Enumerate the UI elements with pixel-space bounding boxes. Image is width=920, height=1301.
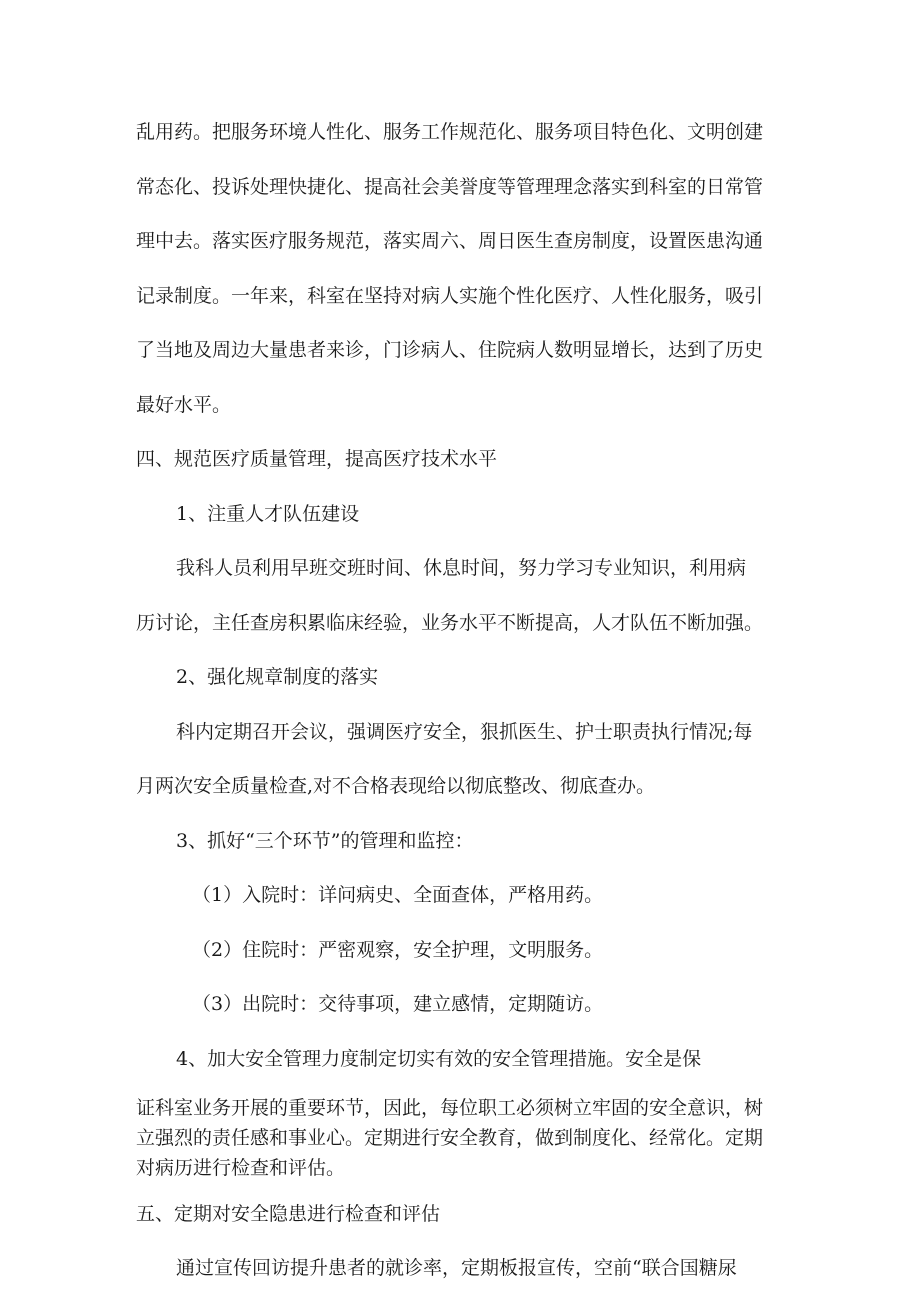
paragraph-line: 立强烈的责任感和事业心。定期进行安全教育，做到制度化、经常化。定期 [136,1127,764,1149]
list-item: （3）出院时：交待事项，建立感情，定期随访。 [192,993,604,1015]
paragraph-line: 乱用药。把服务环境人性化、服务工作规范化、服务项目特色化、文明创建 [136,121,764,143]
paragraph-line: 通过宣传回访提升患者的就诊率，定期板报宣传，空前“联合国糖尿 [176,1257,737,1279]
list-item: （1）入院时：详问病史、全面查体，严格用药。 [192,884,604,906]
section-heading: 四、规范医疗质量管理，提高医疗技术水平 [136,448,498,470]
paragraph-line: 了当地及周边大量患者来诊，门诊病人、住院病人数明显增长，达到了历史 [136,339,764,361]
paragraph-line: 历讨论，主任查房积累临床经验，业务水平不断提高，人才队伍不断加强。 [136,612,764,634]
item-heading: 3、抓好“三个环节”的管理和监控： [176,830,474,852]
paragraph-line: 月两次安全质量检查,对不合格表现给以彻底整改、彻底查办。 [136,775,656,797]
paragraph-line: 最好水平。 [136,394,232,416]
item-heading: 2、强化规章制度的落实 [176,666,379,688]
paragraph-line: 常态化、投诉处理快捷化、提高社会美誉度等管理理念落实到科室的日常管 [136,176,764,198]
paragraph-line: 理中去。落实医疗服务规范，落实周六、周日医生查房制度，设置医患沟通 [136,230,764,252]
paragraph-line: 证科室业务开展的重要环节，因此，每位职工必须树立牢固的安全意识，树 [136,1097,764,1119]
list-item: （2）住院时：严密观察，安全护理，文明服务。 [192,939,604,961]
paragraph-line: 科内定期召开会议，强调医疗安全，狠抓医生、护士职责执行情况;每 [176,721,753,743]
paragraph-line: 我科人员利用早班交班时间、休息时间，努力学习专业知识，利用病 [176,557,747,579]
paragraph-line: 对病历进行检查和评估。 [136,1157,346,1179]
paragraph-line: 记录制度。一年来，科室在坚持对病人实施个性化医疗、人性化服务，吸引 [136,285,764,307]
item-heading: 4、加大安全管理力度制定切实有效的安全管理措施。安全是保 [176,1048,702,1070]
item-heading: 1、注重人才队伍建设 [176,503,360,525]
section-heading: 五、定期对安全隐患进行检查和评估 [136,1203,441,1225]
